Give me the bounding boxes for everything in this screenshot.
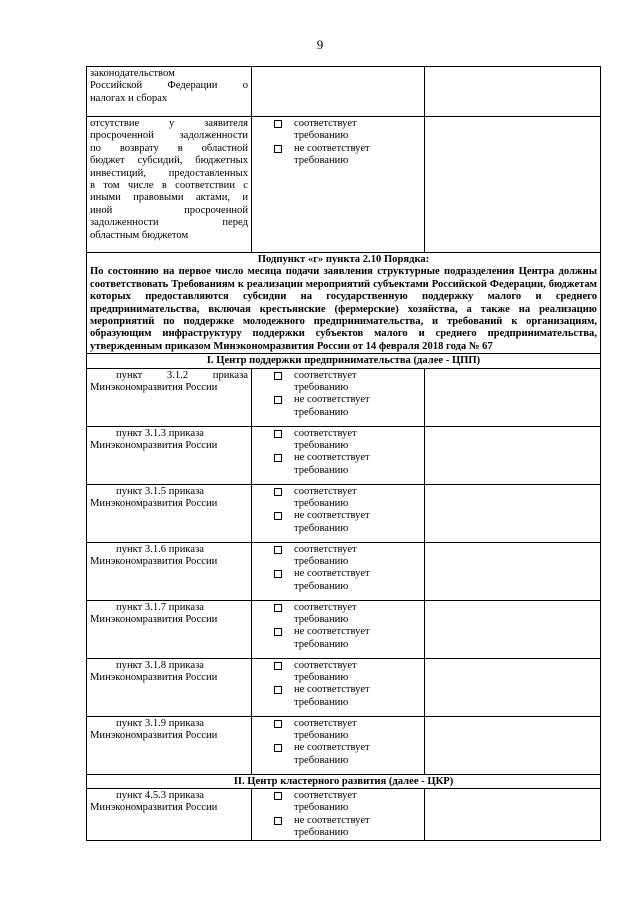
option-label: соответствует: [294, 717, 357, 729]
section-title-cpp: I. Центр поддержки предпринимательства (далее - ЦПП): [87, 354, 601, 368]
point-ref: пункт 3.1.8 приказа: [116, 659, 204, 671]
option-compliant[interactable]: [255, 790, 421, 815]
subpoint-body: По состоянию на первое число месяца подачи заявления структурные подразделения Центра должны соответствовать Требованиям к реализации мероприятий субъектами Российской Федерации, бюджетам которых предоставляются субсидии на государственную поддержку малого и среднего предпринимательства, включая крестьянские (фермерские) хозяйства, а также на реализацию мероприятий по поддержке молодежного предпринимательства, и требований к организациям, образующим инфраструктуру поддержки субъектов малого и среднего предпринимательства, утвержденным приказом Минэкономразвития России от 14 февраля 2018 года № 67: [90, 266, 597, 352]
section-row: [87, 354, 601, 368]
ministry-ref: Минэкономразвития России: [90, 382, 218, 394]
notes-cell: [425, 117, 601, 253]
option-label: не соответствует: [294, 142, 370, 154]
option-label: требованию: [294, 556, 349, 568]
checkbox[interactable]: [274, 488, 282, 496]
criterion-cell: [87, 600, 252, 658]
compliance-cell: [252, 484, 425, 542]
checkbox[interactable]: [274, 817, 282, 825]
option-label: не соответствует: [294, 742, 370, 754]
criterion-text: законодательством: [90, 68, 175, 79]
point-ref: пункт 3.1.9 приказа: [116, 717, 204, 729]
subpoint-section: [87, 253, 601, 354]
option-noncompliant[interactable]: [255, 742, 421, 767]
option-label: требованию: [294, 440, 349, 452]
criterion-text: областным бюджетом: [90, 229, 189, 241]
option-noncompliant[interactable]: [255, 684, 421, 709]
option-label: соответствует: [294, 369, 357, 381]
option-compliant[interactable]: [255, 370, 421, 395]
compliance-cell: [252, 117, 425, 253]
compliance-cell: [252, 426, 425, 484]
notes-cell: [425, 484, 601, 542]
option-noncompliant[interactable]: [255, 394, 421, 419]
option-label: требованию: [294, 672, 349, 684]
option-compliant[interactable]: [255, 718, 421, 743]
compliance-cell: [252, 658, 425, 716]
table-row: [87, 600, 601, 658]
table-row: [87, 789, 601, 841]
point-ref: пункт 3.1.7 приказа: [116, 601, 204, 613]
compliance-cell: [252, 67, 425, 117]
checkbox[interactable]: [274, 372, 282, 380]
checkbox[interactable]: [274, 570, 282, 578]
criterion-cell: [87, 789, 252, 841]
checkbox[interactable]: [274, 628, 282, 636]
subpoint-title: Подпункт «г» пункта 2.10 Порядка:: [257, 254, 430, 265]
criterion-cell: [87, 67, 252, 117]
option-noncompliant[interactable]: [255, 626, 421, 651]
option-label: требованию: [294, 382, 349, 394]
point-ref: пункт 3.1.3 приказа: [116, 427, 204, 439]
criterion-text: просроченной задолженности: [90, 130, 248, 142]
table-row: [87, 368, 601, 426]
ministry-ref: Минэкономразвития России: [90, 614, 218, 626]
criterion-cell: [87, 484, 252, 542]
point-ref: пункт 4.5.3 приказа: [116, 790, 204, 802]
notes-cell: [425, 67, 601, 117]
option-compliant[interactable]: [255, 118, 421, 143]
notes-cell: [425, 716, 601, 774]
option-label: не соответствует: [294, 568, 370, 580]
checkbox[interactable]: [274, 145, 282, 153]
table-row: [87, 67, 601, 117]
option-label: соответствует: [294, 543, 357, 555]
compliance-cell: [252, 600, 425, 658]
notes-cell: [425, 600, 601, 658]
notes-cell: [425, 368, 601, 426]
checkbox[interactable]: [274, 120, 282, 128]
criterion-text: бюджет субсидий, бюджетных: [90, 155, 248, 167]
option-label: соответствует: [294, 790, 357, 802]
option-noncompliant[interactable]: [255, 452, 421, 477]
option-label: требованию: [294, 498, 349, 510]
criterion-cell: [87, 658, 252, 716]
notes-cell: [425, 658, 601, 716]
criterion-text: по возврату в областной: [90, 142, 248, 154]
option-label: соответствует: [294, 485, 357, 497]
criterion-text: в том числе в соответствии с: [90, 180, 248, 192]
option-label: требованию: [294, 614, 349, 626]
option-compliant[interactable]: [255, 486, 421, 511]
section-row: [87, 253, 601, 354]
option-label: не соответствует: [294, 684, 370, 696]
option-label: требованию: [294, 754, 349, 766]
ministry-ref: Минэкономразвития России: [90, 440, 218, 452]
requirements-table: [86, 66, 601, 841]
compliance-cell: [252, 542, 425, 600]
option-noncompliant[interactable]: [255, 510, 421, 535]
checkbox[interactable]: [274, 546, 282, 554]
checkbox[interactable]: [274, 512, 282, 520]
section-title-ckr: II. Центр кластерного развития (далее - ЦКР): [87, 774, 601, 788]
table-row: [87, 658, 601, 716]
option-compliant[interactable]: [255, 544, 421, 569]
option-label: требованию: [294, 730, 349, 742]
option-label: не соответствует: [294, 626, 370, 638]
option-compliant[interactable]: [255, 660, 421, 685]
option-label: требованию: [294, 406, 349, 418]
option-label: требованию: [294, 580, 349, 592]
table-row: [87, 716, 601, 774]
point-ref: пункт 3.1.2 приказа: [116, 369, 248, 381]
checkbox[interactable]: [274, 744, 282, 752]
compliance-cell: [252, 789, 425, 841]
criterion-text: инвестиций, предоставленных: [90, 167, 248, 179]
ministry-ref: Минэкономразвития России: [90, 802, 218, 814]
compliance-cell: [252, 368, 425, 426]
option-label: требованию: [294, 155, 349, 167]
option-noncompliant[interactable]: [255, 815, 421, 840]
ministry-ref: Минэкономразвития России: [90, 556, 218, 568]
criterion-cell: [87, 368, 252, 426]
section-row: [87, 774, 601, 788]
option-label: соответствует: [294, 427, 357, 439]
table-row: [87, 484, 601, 542]
option-label: требованию: [294, 522, 349, 534]
option-label: требованию: [294, 130, 349, 142]
option-compliant[interactable]: [255, 428, 421, 453]
checkbox[interactable]: [274, 604, 282, 612]
criterion-cell: [87, 716, 252, 774]
criterion-text: иной просроченной: [90, 204, 248, 216]
checkbox[interactable]: [274, 792, 282, 800]
table-row: [87, 426, 601, 484]
point-ref: пункт 3.1.5 приказа: [116, 485, 204, 497]
option-compliant[interactable]: [255, 602, 421, 627]
option-noncompliant[interactable]: [255, 143, 421, 168]
checkbox[interactable]: [274, 662, 282, 670]
checkbox[interactable]: [274, 720, 282, 728]
ministry-ref: Минэкономразвития России: [90, 730, 218, 742]
option-label: не соответствует: [294, 814, 370, 826]
option-label: соответствует: [294, 118, 357, 129]
option-noncompliant[interactable]: [255, 568, 421, 593]
criterion-text: Российской Федерации о: [90, 80, 248, 92]
checkbox[interactable]: [274, 454, 282, 462]
criterion-cell: [87, 426, 252, 484]
option-label: требованию: [294, 464, 349, 476]
option-label: требованию: [294, 802, 349, 814]
criterion-text: отсутствие у заявителя: [90, 118, 248, 129]
table-row: [87, 542, 601, 600]
point-ref: пункт 3.1.6 приказа: [116, 543, 204, 555]
checkbox[interactable]: [274, 430, 282, 438]
option-label: не соответствует: [294, 394, 370, 406]
checkbox[interactable]: [274, 686, 282, 694]
criterion-cell: [87, 542, 252, 600]
option-label: соответствует: [294, 659, 357, 671]
notes-cell: [425, 426, 601, 484]
checkbox[interactable]: [274, 396, 282, 404]
criterion-cell: [87, 117, 252, 253]
table-row: [87, 117, 601, 253]
compliance-cell: [252, 716, 425, 774]
criterion-text: налогах и сборах: [90, 92, 168, 104]
notes-cell: [425, 789, 601, 841]
option-label: требованию: [294, 638, 349, 650]
criterion-text: иными правовыми актами, и: [90, 192, 248, 204]
ministry-ref: Минэкономразвития России: [90, 672, 218, 684]
criterion-text: задолженности перед: [90, 217, 248, 229]
option-label: не соответствует: [294, 452, 370, 464]
page-number: 9: [316, 37, 324, 52]
notes-cell: [425, 542, 601, 600]
option-label: требованию: [294, 696, 349, 708]
option-label: соответствует: [294, 601, 357, 613]
ministry-ref: Минэкономразвития России: [90, 498, 218, 510]
option-label: не соответствует: [294, 510, 370, 522]
option-label: требованию: [294, 827, 349, 839]
